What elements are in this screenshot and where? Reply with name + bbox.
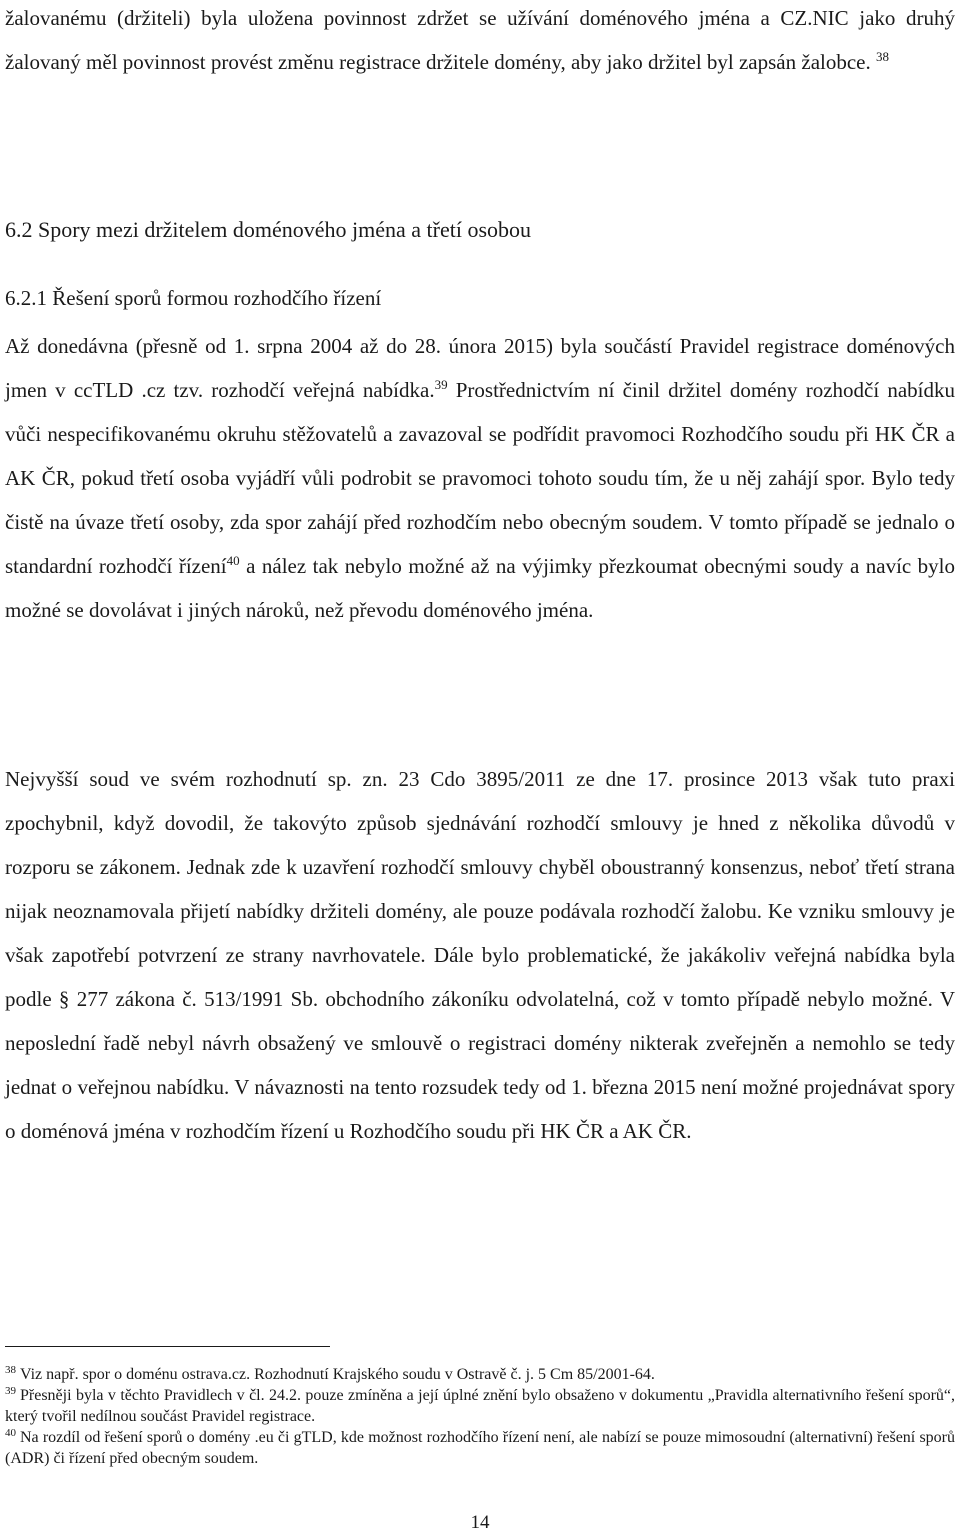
paragraph-arbitration-part-a: Až donedávna (přesně od 1. srpna 2004 až do 28. února 2015) byla součástí Pravidel registrace doménových jmen v ccTLD .cz tzv. rozhodčí veřejná nabídka. xyxy=(5,334,955,402)
footnote-mark: 40 xyxy=(5,1426,16,1439)
footnote-text: Na rozdíl od řešení sporů o domény .eu či gTLD, kde možnost rozhodčího řízení není, ale nabízí se pouze mimosoudní (alternativní) řešení sporů (ADR) či řízení před obecným soudem. xyxy=(5,1429,955,1467)
footnote-39 xyxy=(5,1385,955,1427)
paragraph-arbitration xyxy=(5,324,955,632)
paragraph-supreme-court: Nejvyšší soud ve svém rozhodnutí sp. zn. 23 Cdo 3895/2011 ze dne 17. prosince 2013 však tuto praxi zpochybnil, když dovodil, že takovýto způsob sjednávání rozhodčí smlouvy je hned z několika důvodů v rozporu se zákonem. Jednak zde k uzavření rozhodčí smlouvy chyběl oboustranný konsenzus, neboť třetí strana nijak neoznamovala přijetí nabídky držiteli domény, ale pouze podávala rozhodčí žalobu. Ke vzniku smlouvy je však zapotřebí potvrzení ze strany navrhovatele. Dále bylo problematické, že jakákoliv veřejná nabídka byla podle § 277 zákona č. 513/1991 Sb. obchodního zákoníku odvolatelná, což v tomto případě nebylo možné. V neposlední řadě nebyl návrh obsažený ve smlouvě o registraci domény nikterak zveřejněn a nemohlo se tedy jednat o veřejnou nabídku. V návaznosti na tento rozsudek tedy od 1. března 2015 není možné projednávat spory o doménová jména v rozhodčím řízení u Rozhodčího soudu při HK ČR a AK ČR. xyxy=(5,767,955,1143)
footnote-38 xyxy=(5,1364,955,1385)
footnote-separator xyxy=(5,1346,330,1347)
paragraph-arbitration-part-c: a nález tak nebylo možné až na výjimky přezkoumat obecnými soudy a navíc bylo možné se dovolávat i jiných nároků, než převodu doménového jména. xyxy=(5,554,956,622)
footnote-40 xyxy=(5,1427,955,1469)
paragraph-intro xyxy=(5,0,955,84)
footnotes xyxy=(5,1364,955,1469)
footnote-mark: 38 xyxy=(5,1363,16,1376)
footnote-text: Přesněji byla v těchto Pravidlech v čl. 24.2. pouze zmíněna a její úplné znění bylo obsaženo v dokumentu „Pravidla alternativního řešení sporů“, který tvořil nedílnou součást Pravidel registrace. xyxy=(5,1387,955,1425)
page-number: 14 xyxy=(470,1512,490,1533)
paragraph-arbitration-part-b: Prostřednictvím ní činil držitel domény rozhodčí nabídku vůči nespecifikovanému okruhu stěžovatelů a zavazoval se podřídit pravomoci Rozhodčího soudu při HK ČR a AK ČR, pokud třetí osoba vyjádří vůli podrobit se pravomoci tohoto soudu tím, že u něj zahájí spor. Bylo tedy čistě na úvaze třetí osoby, zda spor zahájí před rozhodčím nebo obecným soudem. V tomto případě se jednalo o standardní rozhodčí řízení xyxy=(5,378,956,578)
footnote-ref-39[interactable]: 39 xyxy=(434,377,448,392)
footnote-ref-40[interactable]: 40 xyxy=(226,553,240,568)
subsection-heading: 6.2.1 Řešení sporů formou rozhodčího řízení xyxy=(5,286,382,310)
footnote-text: Viz např. spor o doménu ostrava.cz. Rozhodnutí Krajského soudu v Ostravě č. j. 5 Cm 85/2001-64. xyxy=(20,1366,655,1383)
section-heading: 6.2 Spory mezi držitelem doménového jména a třetí osobou xyxy=(5,217,532,242)
footnote-ref-38[interactable]: 38 xyxy=(876,49,889,64)
footnote-mark: 39 xyxy=(5,1384,16,1397)
paragraph-intro-text: žalovanému (držiteli) byla uložena povinnost zdržet se užívání doménového jména a CZ.NIC jako druhý žalovaný měl povinnost provést změnu registrace držitele domény, aby jako držitel byl zapsán žalobce. xyxy=(5,6,955,74)
